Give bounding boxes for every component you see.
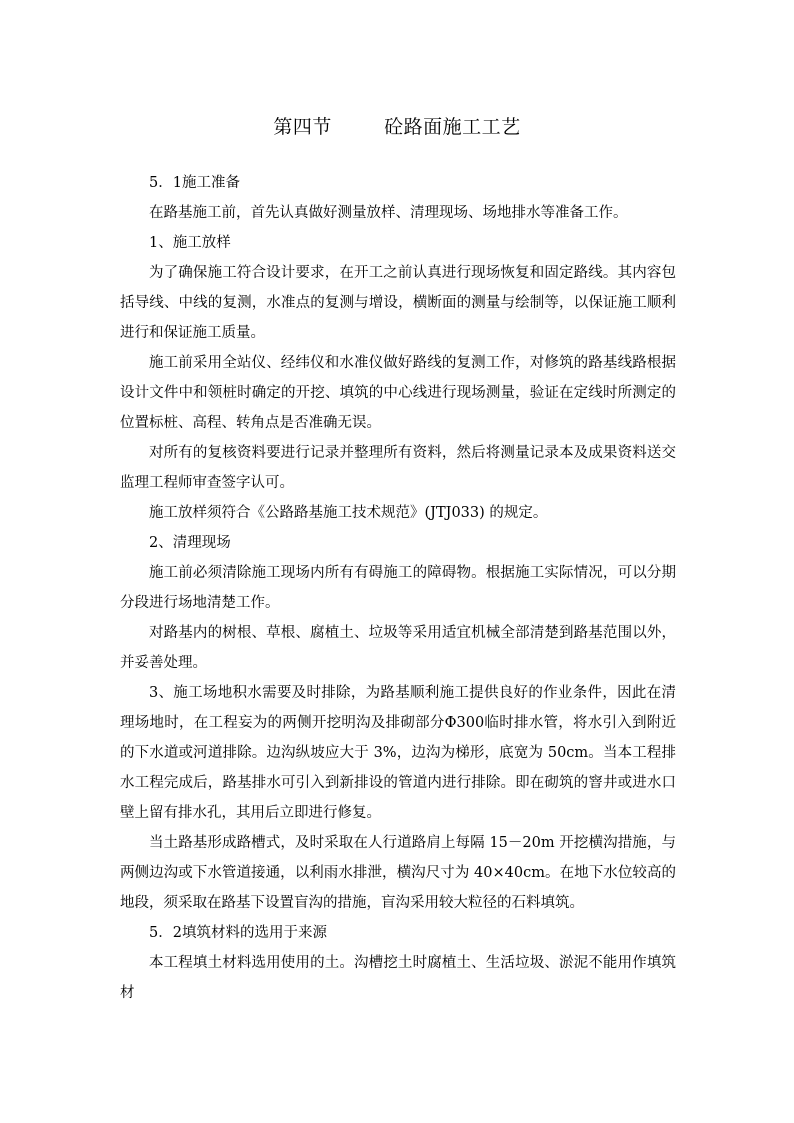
document-body — [120, 168, 676, 1008]
paragraph: 在路基施工前，首先认真做好测量放样、清理现场、场地排水等准备工作。 — [149, 205, 628, 221]
heading-5-1: 5．1施工准备 — [149, 175, 240, 191]
paragraph: 本工程填土材料选用使用的土。沟槽挖土时腐植土、生活垃圾、淤泥不能用作填筑材 — [120, 955, 676, 1001]
section-title: 第四节 砼路面施工工艺 — [273, 116, 521, 138]
subheading-site-clearing: 2、清理现场 — [149, 535, 231, 551]
paragraph: 为了确保施工符合设计要求，在开工之前认真进行现场恢复和固定路线。其内容包括导线、中线的复测，水准点的复测与增设，横断面的测量与绘制等，以保证施工顺利进行和保证施工质量。 — [120, 265, 676, 341]
paragraph: 对所有的复核资料要进行记录并整理所有资料，然后将测量记录本及成果资料送交监理工程师审查签字认可。 — [120, 445, 676, 491]
paragraph: 当土路基形成路槽式，及时采取在人行道路肩上每隔 15－20m 开挖横沟措施，与两侧边沟或下水管道接通，以利雨水排泄，横沟尺寸为 40×40cm。在地下水位较高的地段，须采取在路基下设置盲沟的措施，盲沟采用较大粒径的石料填筑。 — [120, 835, 676, 911]
paragraph: 施工前必须清除施工现场内所有有碍施工的障碍物。根据施工实际情况，可以分期分段进行场地清楚工作。 — [120, 565, 676, 611]
paragraph: 施工前采用全站仪、经纬仪和水准仪做好路线的复测工作，对修筑的路基线路根据设计文件中和领桩时确定的开挖、填筑的中心线进行现场测量，验证在定线时所测定的位置标桩、高程、转角点是否准确无误。 — [120, 355, 676, 431]
paragraph: 3、施工场地积水需要及时排除，为路基顺利施工提供良好的作业条件，因此在清理场地时，在工程妄为的两侧开挖明沟及排砌部分Φ300临时排水管，将水引入到附近的下水道或河道排除。边沟纵坡应大于 3%，边沟为梯形，底宽为 50cm。当本工程排水工程完成后，路基排水可引入到新排设的管道内进行排除。即在砌筑的窨井或进水口壁上留有排水孔，其用后立即进行修复。 — [120, 685, 676, 821]
paragraph: 施工放样须符合《公路路基施工技术规范》(JTJ033) 的规定。 — [149, 505, 548, 521]
subheading-layout: 1、施工放样 — [149, 235, 231, 251]
heading-5-2: 5．2填筑材料的选用于来源 — [149, 925, 327, 941]
paragraph: 对路基内的树根、草根、腐植土、垃圾等采用适宜机械全部清楚到路基范围以外，并妥善处理。 — [120, 625, 676, 671]
